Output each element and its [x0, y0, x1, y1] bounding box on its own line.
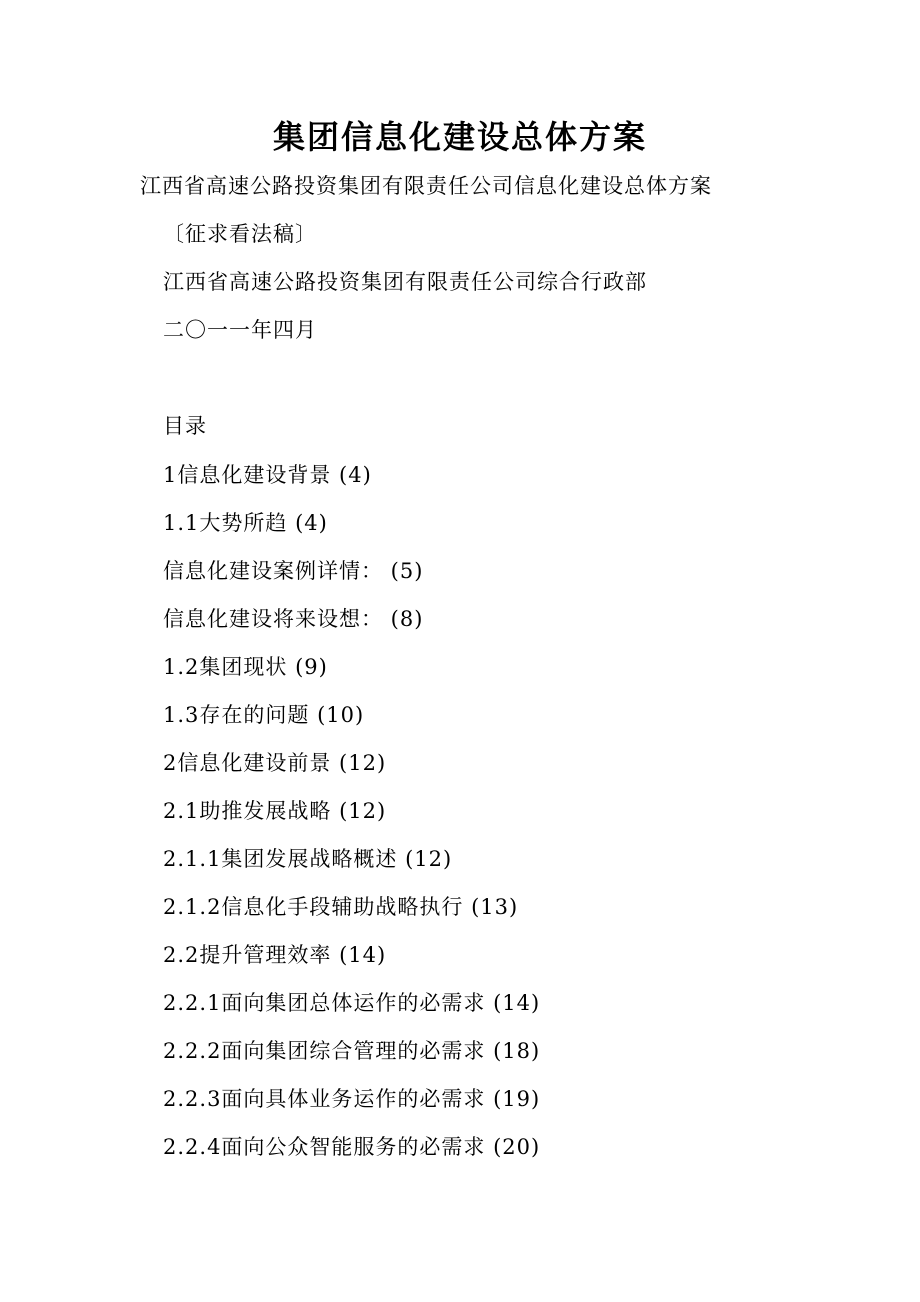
- toc-item: 1信息化建设背景 (4): [163, 463, 372, 487]
- toc-item: 2.1.2信息化手段辅助战略执行 (13): [163, 895, 519, 919]
- toc-item: 信息化建设案例详情： (5): [163, 559, 424, 583]
- toc-item: 2.2.2面向集团综合管理的必需求 (18): [163, 1039, 541, 1063]
- toc-item: 2.2提升管理效率 (14): [163, 943, 387, 967]
- document-title: 集团信息化建设总体方案: [272, 118, 647, 156]
- toc-item: 2.2.1面向集团总体运作的必需求 (14): [163, 991, 541, 1015]
- toc-heading: 目录: [163, 414, 207, 438]
- toc-item: 2.2.3面向具体业务运作的必需求 (19): [163, 1087, 541, 1111]
- toc-item: 信息化建设将来设想： (8): [163, 607, 424, 631]
- toc-item: 2.1助推发展战略 (12): [163, 799, 387, 823]
- toc-item: 2.2.4面向公众智能服务的必需求 (20): [163, 1135, 541, 1159]
- document-date: 二〇一一年四月: [163, 318, 317, 342]
- toc-item: 1.3存在的问题 (10): [163, 703, 365, 727]
- draft-note: 〔征求看法稿〕: [163, 222, 317, 246]
- department-name: 江西省高速公路投资集团有限责任公司综合行政部: [163, 270, 647, 294]
- toc-item: 2信息化建设前景 (12): [163, 751, 387, 775]
- toc-item: 2.1.1集团发展战略概述 (12): [163, 847, 453, 871]
- toc-item: 1.1大势所趋 (4): [163, 511, 328, 535]
- document-subtitle: 江西省高速公路投资集团有限责任公司信息化建设总体方案: [140, 174, 712, 198]
- toc-item: 1.2集团现状 (9): [163, 655, 328, 679]
